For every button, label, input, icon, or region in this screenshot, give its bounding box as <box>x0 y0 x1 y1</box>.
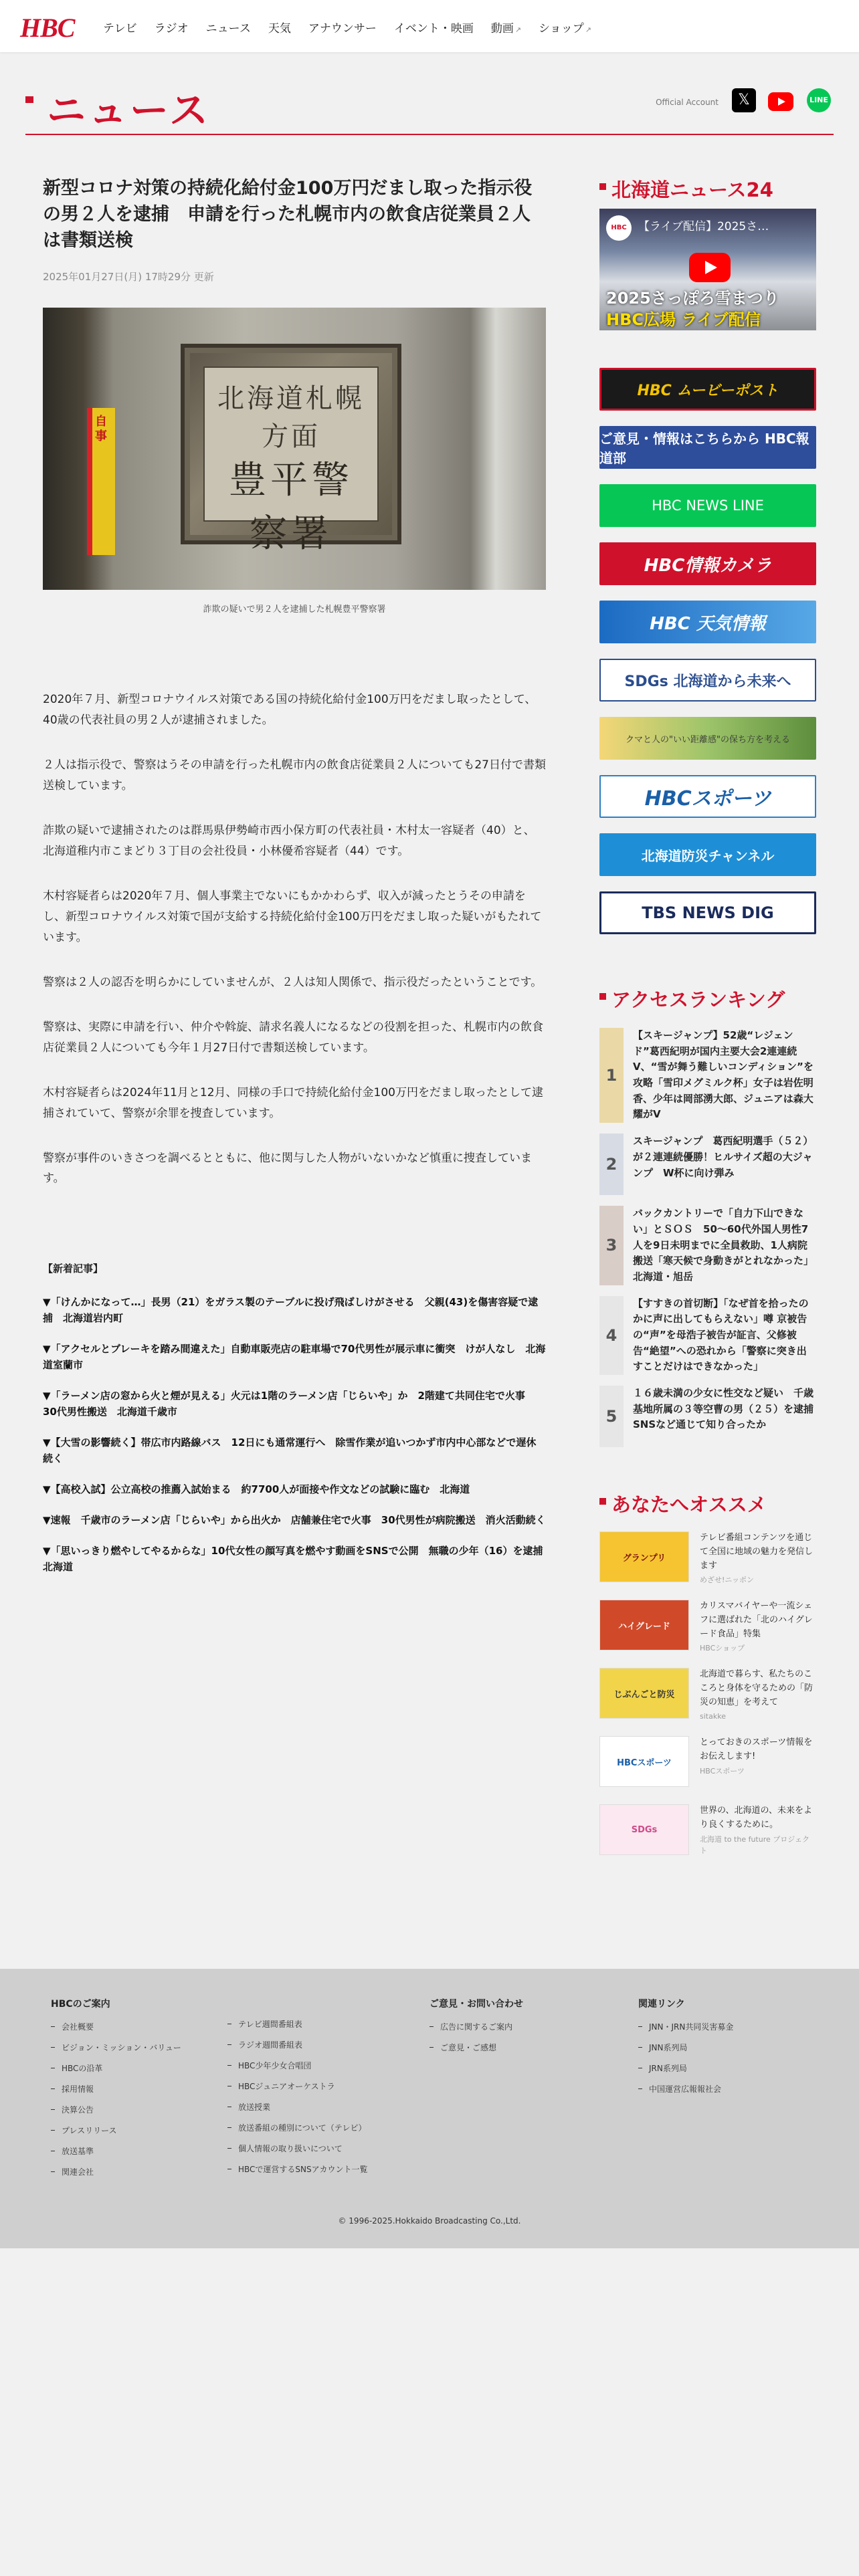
footer-link[interactable]: 放送授業 <box>227 2101 368 2113</box>
article-title: 新型コロナ対策の持続化給付金100万円だまし取った指示役の男２人を逮捕 申請を行った札幌市内の飲食店従業員２人は書類送検 <box>43 178 533 251</box>
footer-link[interactable]: プレスリリース <box>51 2125 181 2136</box>
ranking-title: スキージャンプ 葛西紀明選手（５２）が２連連続優勝！ヒルサイズ超の大ジャンプ W杯に向け弾み <box>633 1135 814 1179</box>
footer-col-programs <box>227 2018 368 2184</box>
recommend-text: テレビ番組コンテンツを通じて全国に地域の魅力を発信します <box>700 1533 814 1571</box>
video-caption-1: 2025さっぽろ雪まつり <box>606 289 779 308</box>
nav-label: イベント・映画 <box>393 22 474 35</box>
nav-item[interactable] <box>206 19 251 35</box>
global-nav <box>103 19 609 35</box>
page-header <box>25 79 834 135</box>
sidebar <box>599 175 824 1872</box>
flag-text: 自事 <box>95 415 107 444</box>
footer-link[interactable]: JNN・JRN共同災害募金 <box>638 2021 733 2032</box>
footer-link[interactable]: 中国運営広報報社会 <box>638 2083 733 2095</box>
line-icon[interactable]: LINE <box>807 88 831 112</box>
ranking-title: 【すすきの首切断】「なぜ首を拾ったのかに声に出してもらえない」噂 京被告の“声”を母浩子被告が証言、父修被告“絶望”への恐れから「警察に突き出すことだけはできなかった」 <box>633 1297 809 1373</box>
banner-sdgs[interactable]: SDGs 北海道から未来へ <box>599 659 816 702</box>
recommend-item[interactable] <box>599 1804 816 1858</box>
rank-number: 2 <box>599 1134 624 1195</box>
footer-link[interactable]: ビジョン・ミッション・バリュー <box>51 2042 181 2053</box>
new-articles-heading: 【新着記事】 <box>43 1263 104 1275</box>
recommend-thumbnail: じぶんごと防災 <box>599 1668 689 1719</box>
plate-line-2: 豊平警察署 <box>229 459 353 556</box>
banner-flag <box>87 408 115 555</box>
ranking-title: バックカントリーで「自力下山できない」とＳＯＳ 50～60代外国人男性7人を9日未明までに全員救助、1人病院搬送「寒天候で身動きがとれなかった」北海道・旭岳 <box>633 1207 814 1283</box>
heading-marker <box>25 96 33 103</box>
recommend-text: カリスマバイヤーや一流シェフに選ばれた「北のハイグレード食品」特集 <box>700 1601 813 1639</box>
nav-label: 動画 <box>490 22 514 35</box>
recommend-item[interactable] <box>599 1668 816 1721</box>
footer-link[interactable]: 広告に関するご案内 <box>430 2021 523 2032</box>
article-paragraph: 警察が事件のいきさつを調べるとともに、他に関与した人物がいないかなど慎重に捜査しています。 <box>43 1151 532 1186</box>
recommend-source: めざせ!ニッポン <box>700 1576 754 1585</box>
banner-info-camera[interactable]: HBC情報カメラ <box>599 542 816 585</box>
nav-label: テレビ <box>103 22 137 35</box>
nav-label: ラジオ <box>154 22 189 35</box>
nav-item[interactable] <box>539 19 591 35</box>
recommend-text-block <box>700 1668 816 1721</box>
recommend-thumbnail: HBCスポーツ <box>599 1736 689 1787</box>
recommend-text: 世界の、北海道の、未来をより良くするために。 <box>700 1806 812 1830</box>
new-article-link[interactable]: ▼「アクセルとブレーキを踏み間違えた」自動車販売店の駐車場で70代男性が展示車に衝突 けが人なし 北海道室蘭市 <box>43 1343 546 1372</box>
recommend-text-block <box>700 1531 816 1585</box>
article-paragraph: 警察は２人の認否を明らかにしていませんが、２人は知人関係で、指示役だったということです。 <box>43 975 543 989</box>
footer-link[interactable]: HBCジュニアオーケストラ <box>227 2080 368 2092</box>
ranking-item[interactable] <box>599 1206 816 1285</box>
article-paragraph: 詐欺の疑いで逮捕されたのは群馬県伊勢崎市西小保方町の代表社員・木村太一容疑者（40）と、北海道稚内市こまどり３丁目の会社役員・小林優希容疑者（44）です。 <box>43 824 535 859</box>
banner-sports[interactable]: HBCスポーツ <box>599 775 816 818</box>
banner-bosai[interactable]: 北海道防災チャンネル <box>599 833 816 876</box>
footer-link[interactable]: 採用情報 <box>51 2083 181 2095</box>
nav-item[interactable] <box>308 19 377 35</box>
new-article-link[interactable]: ▼「ラーメン店の窓から火と煙が見える」火元は1階のラーメン店「じらいや」か 2階建て共同住宅で火事 30代男性搬送 北海道千歳市 <box>43 1390 535 1418</box>
footer-heading-links: 関連リンク <box>638 1999 685 2010</box>
footer-link[interactable]: HBC少年少女合唱団 <box>227 2060 368 2071</box>
youtube-icon[interactable] <box>768 92 793 111</box>
channel-logo: HBC <box>606 215 632 241</box>
recommend-text-block <box>700 1804 816 1858</box>
nav-label: 天気 <box>268 22 291 35</box>
live-video-player[interactable] <box>599 209 816 330</box>
nav-label: ニュース <box>205 22 251 35</box>
footer-heading-about: HBCのご案内 <box>51 1999 110 2010</box>
hbc-logo[interactable]: HBC <box>20 13 75 43</box>
recommend-thumbnail: SDGs <box>599 1804 689 1855</box>
new-articles <box>43 1261 553 1575</box>
banner-list <box>599 368 816 934</box>
footer-link[interactable]: 会社概要 <box>51 2021 181 2032</box>
article-paragraph: 木村容疑者らは2024年11月と12月、同様の手口で持続化給付金100万円をだまし取ったとして逮捕されていて、警察が余罪を捜査しています。 <box>43 1085 543 1120</box>
article-paragraph: ２人は指示役で、警察はうその申請を行った札幌市内の飲食店従業員２人についても27日付で書類送検しています。 <box>43 758 546 793</box>
recommend-item[interactable] <box>599 1531 816 1585</box>
banner-news-line[interactable]: HBC NEWS LINE <box>599 484 816 527</box>
recommend-source: HBCショップ <box>700 1644 745 1653</box>
recommend-text-block <box>700 1736 816 1790</box>
ranking-item[interactable] <box>599 1028 816 1123</box>
article-photo <box>43 308 546 590</box>
ranking-title: １６歳未満の少女に性交など疑い 千歳基地所属の３等空曹の男（２５）を逮捕 SNSなど通じて知り合ったか <box>633 1387 824 1431</box>
plate-inner <box>203 366 379 556</box>
article-paragraph: 2020年７月、新型コロナウイルス対策である国の持続化給付金100万円をだまし取ったとして、40歳の代表社員の男２人が逮捕されました。 <box>43 693 537 728</box>
ranking-item[interactable] <box>599 1134 816 1195</box>
recommend-item[interactable] <box>599 1600 816 1653</box>
video-title: 【ライブ配信】2025さ… <box>638 220 769 233</box>
nav-item[interactable] <box>103 19 137 35</box>
footer-link[interactable]: テレビ週間番組表 <box>227 2018 368 2030</box>
police-station-plate <box>181 344 401 556</box>
footer-link[interactable]: 決算公告 <box>51 2104 181 2115</box>
ranking-item[interactable] <box>599 1296 816 1375</box>
article-paragraph: 木村容疑者らは2020年７月、個人事業主でないにもかかわらず、収入が減ったとうその申請をし、新型コロナウイルス対策で国が支給する持続化給付金100万円をだまし取った疑いがもたれています。 <box>43 889 542 944</box>
rank-number: 4 <box>599 1296 624 1375</box>
banner-movie-post[interactable]: HBC ムービーポスト <box>599 368 816 411</box>
nav-item[interactable] <box>394 19 474 35</box>
recommend-item[interactable] <box>599 1736 816 1790</box>
new-article-link[interactable]: ▼【大雪の影響続く】帯広市内路線バス 12日にも通常運行へ 除雪作業が追いつかず市内中心部などで遅休続く <box>43 1436 537 1465</box>
footer-link[interactable]: JRN系列局 <box>638 2062 733 2074</box>
ranking-heading: アクセスランキング <box>599 985 816 1012</box>
copyright: © 1996-2025.Hokkaido Broadcasting Co.,Ltd. <box>338 2216 521 2226</box>
article-paragraph: 警察は、実際に申請を行い、仲介や斡旋、請求名義人になるなどの役割を担った、札幌市内の飲食店従業員２人についても今年１月27日付で書類送検しています。 <box>43 1020 543 1055</box>
recommend-thumbnail: ハイグレード <box>599 1600 689 1650</box>
footer-link[interactable]: HBCの沿革 <box>51 2062 181 2074</box>
footer-link[interactable]: JNN系列局 <box>638 2042 733 2053</box>
new-article-link[interactable]: ▼「思いっきり燃やしてやるからな」10代女性の顔写真を燃やす動画をSNSで公開 無職の少年（16）を逮捕 北海道 <box>43 1545 553 1574</box>
external-link-icon: ↗ <box>585 25 591 34</box>
footer-link[interactable]: 関連会社 <box>51 2166 181 2177</box>
play-icon[interactable] <box>689 253 731 282</box>
recommend-source: sitakke <box>700 1712 726 1721</box>
footer-col-links <box>638 1997 733 2104</box>
rank-number: 3 <box>599 1206 624 1285</box>
banner-hbc-houdoubu[interactable]: ご意見・情報はこちらから HBC報道部 <box>599 426 816 469</box>
page-title: ニュース <box>47 88 211 133</box>
article-date: 2025年01月27日(月) 17時29分 更新 <box>43 271 214 284</box>
banner-weather[interactable]: HBC 天気情報 <box>599 601 816 643</box>
video-caption-2: HBC広場 ライブ配信 <box>606 310 761 329</box>
footer-link[interactable]: ラジオ週間番組表 <box>227 2039 368 2050</box>
site-header <box>0 0 859 52</box>
photo-caption: 詐欺の疑いで男２人を逮捕した札幌豊平警察署 <box>203 605 386 615</box>
nav-item[interactable] <box>491 19 521 35</box>
nav-item[interactable] <box>268 19 291 35</box>
banner-tbs-news-dig[interactable]: TBS NEWS DIG <box>599 891 816 934</box>
footer-heading-contact: ご意見・お問い合わせ <box>430 1999 523 2010</box>
access-ranking <box>599 985 824 1447</box>
news24-heading: 北海道ニュース24 <box>599 175 816 202</box>
recommendations <box>599 1490 816 1858</box>
ranking-item[interactable] <box>599 1386 824 1447</box>
footer-col-contact <box>430 1997 523 2062</box>
nav-item[interactable] <box>155 19 189 35</box>
official-account-label: Official Account <box>656 98 719 107</box>
ranking-title: 【スキージャンプ】52歳“レジェンド”葛西紀明が国内主要大会2連連続V、“雪が舞う難しいコンディション”を攻略「雪印メグミルク杯」女子は岩佐明香、少年は岡部湧大郎、ジュニアは森大耀がV <box>633 1029 814 1121</box>
rank-number: 1 <box>599 1028 624 1123</box>
article-body <box>43 689 546 1189</box>
plate-line-1: 北海道札幌方面 <box>217 383 365 453</box>
footer-col-about <box>51 1997 181 2187</box>
x-icon[interactable]: 𝕏 <box>732 88 756 112</box>
site-footer <box>0 1969 859 2248</box>
recommend-thumbnail: グランプリ <box>599 1531 689 1582</box>
new-article-link[interactable]: ▼速報 千歳市のラーメン店「じらいや」から出火か 店舗兼住宅で火事 30代男性が病院搬送 消火活動続く <box>43 1514 546 1527</box>
recommend-text: 北海道で暮らす、私たちのこころと身体を守るための「防災の知恵」を考えて <box>700 1669 814 1707</box>
nav-label: アナウンサー <box>308 22 377 35</box>
nav-label: ショップ <box>539 22 584 35</box>
rank-number: 5 <box>599 1386 624 1447</box>
footer-link[interactable]: 放送番組の種別について（テレビ） <box>227 2122 368 2133</box>
recommend-source: HBCスポーツ <box>700 1766 745 1776</box>
footer-link[interactable]: ご意見・ご感想 <box>430 2042 523 2053</box>
article <box>43 175 553 1590</box>
footer-link[interactable]: HBCで運営するSNSアカウント一覧 <box>227 2163 368 2175</box>
footer-link[interactable]: 個人情報の取り扱いについて <box>227 2143 368 2154</box>
external-link-icon: ↗ <box>514 25 522 34</box>
footer-link[interactable]: 放送基準 <box>51 2145 181 2157</box>
banner-bear[interactable]: クマと人の"いい距離感"の保ち方を考える <box>599 717 816 760</box>
recommend-text-block <box>700 1600 816 1653</box>
recommend-source: 北海道 to the future プロジェクト <box>700 1834 810 1856</box>
new-article-link[interactable]: ▼【高校入試】公立高校の推薦入試始まる 約7700人が面接や作文などの試験に臨む 北海道 <box>43 1483 470 1496</box>
recommend-text: とっておきのスポーツ情報をお伝えします! <box>700 1737 813 1761</box>
recommend-heading: あなたへオススメ <box>599 1490 816 1517</box>
new-article-link[interactable]: ▼「けんかになって…」長男（21）をガラス製のテーブルに投げ飛ばしけがさせる 父親(43)を傷害容疑で逮捕 北海道岩内町 <box>43 1296 539 1325</box>
